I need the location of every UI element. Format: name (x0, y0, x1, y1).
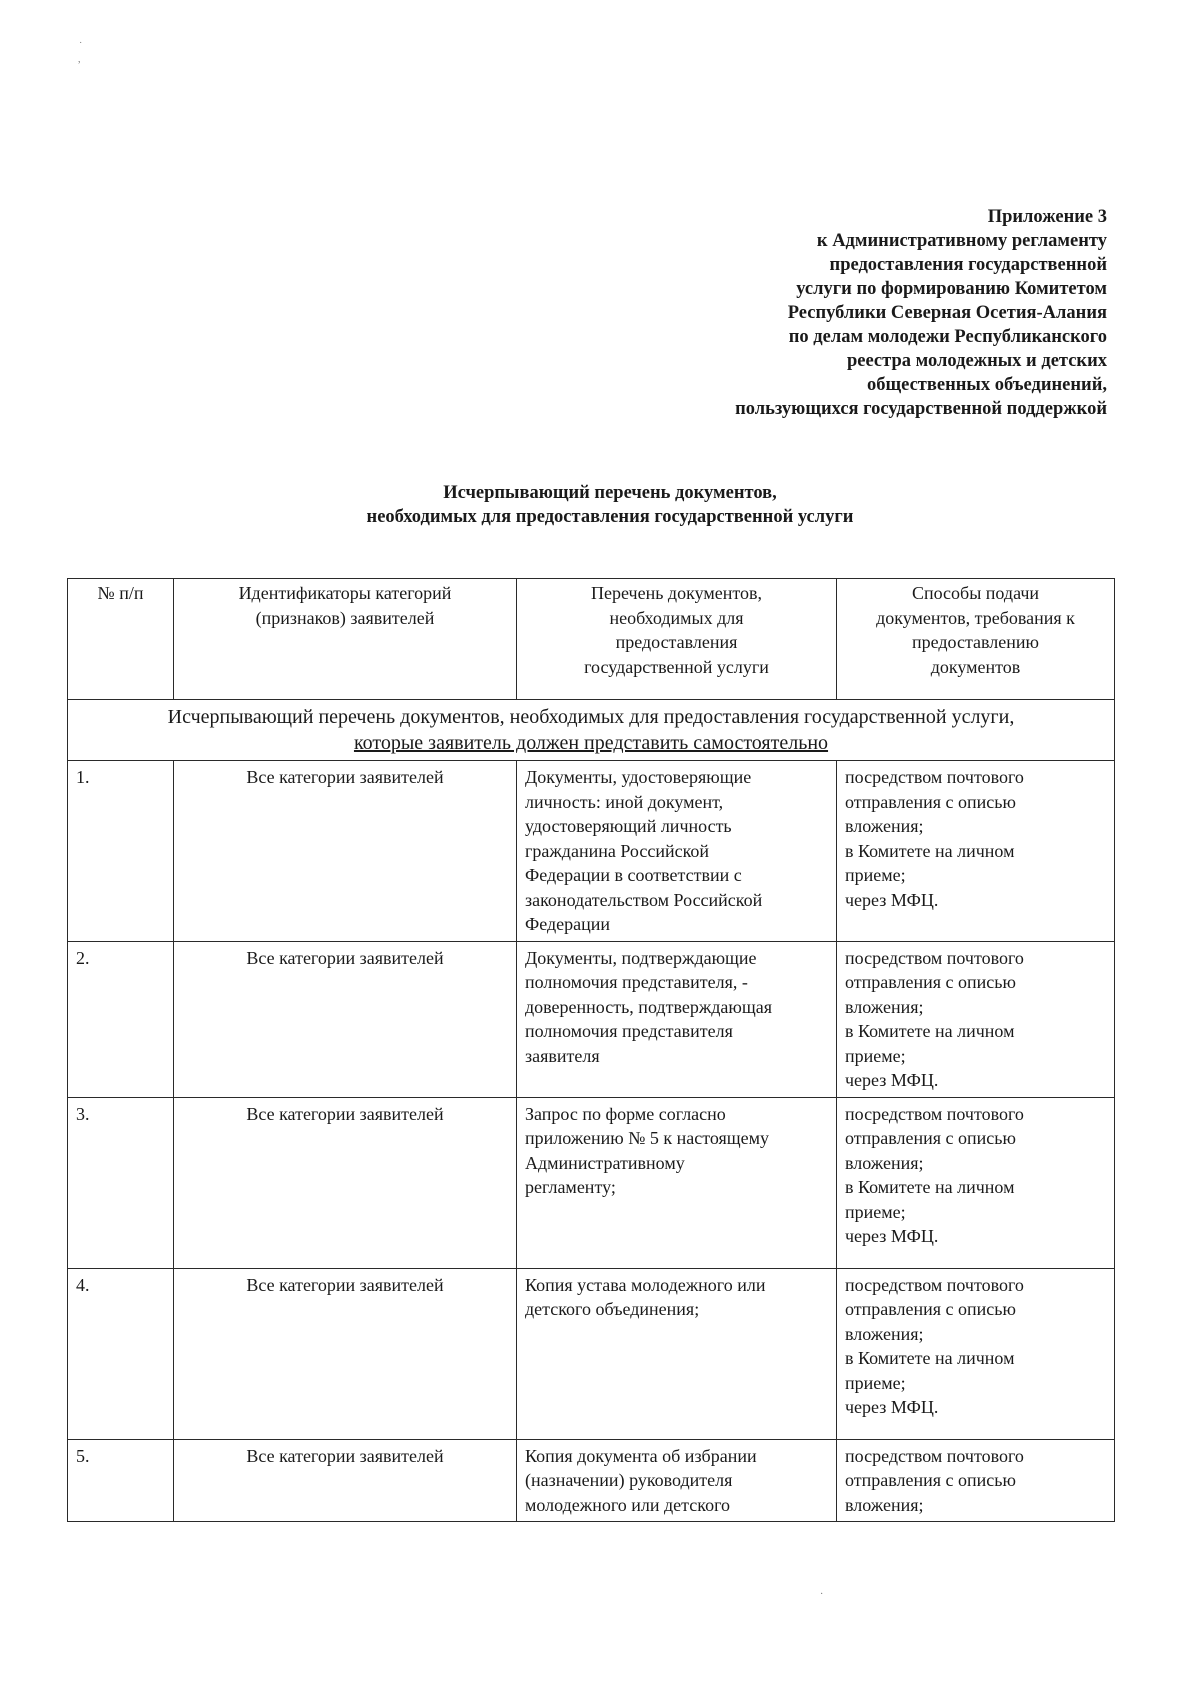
row-number: 4. (68, 1268, 174, 1439)
scan-artifact: · (820, 1589, 824, 1600)
table-header-row (68, 579, 1115, 700)
row-documents: Копия устава молодежного или детского объединения; (517, 1268, 837, 1439)
row-category: Все категории заявителей (174, 761, 517, 942)
row-methods: посредством почтового отправления с описью вложения; в Комитете на личном приеме; через МФЦ. (837, 1268, 1115, 1439)
row-methods: посредством почтового отправления с описью вложения; в Комитете на личном приеме; через МФЦ. (837, 941, 1115, 1097)
header-number: № п/п (68, 579, 174, 700)
row-category: Все категории заявителей (174, 1268, 517, 1439)
row-number: 5. (68, 1439, 174, 1522)
appendix-line: к Административному регламенту (816, 231, 1107, 251)
header-document-list: Перечень документов, необходимых для предоставления государственной услуги (517, 579, 837, 700)
appendix-line: Республики Северная Осетия-Алания (787, 303, 1107, 323)
scan-artifact: ˙ (79, 41, 83, 52)
row-methods: посредством почтового отправления с описью вложения; в Комитете на личном приеме; через МФЦ. (837, 1097, 1115, 1268)
table-row (68, 761, 1115, 942)
header-submission-methods: Способы подачи документов, требования к предоставлению документов (837, 579, 1115, 700)
scan-artifact: , (78, 54, 81, 65)
section-heading-line: которые заявитель должен представить самостоятельно (353, 732, 829, 754)
row-documents: Копия документа об избрании (назначении) руководителя молодежного или детского (517, 1439, 837, 1522)
row-category: Все категории заявителей (174, 1097, 517, 1268)
table-row (68, 1268, 1115, 1439)
section-heading-line: Исчерпывающий перечень документов, необходимых для предоставления государственной услуги, (167, 706, 1015, 728)
table-row (68, 1439, 1115, 1522)
document-title-line: необходимых для предоставления государственной услуги (366, 507, 854, 527)
table-row (68, 1097, 1115, 1268)
row-documents: Запрос по форме согласно приложению № 5 к настоящему Административному регламенту; (517, 1097, 837, 1268)
appendix-heading (735, 205, 1107, 421)
row-category: Все категории заявителей (174, 941, 517, 1097)
row-number: 2. (68, 941, 174, 1097)
appendix-line: по делам молодежи Республиканского (788, 327, 1107, 347)
header-applicant-categories: Идентификаторы категорий (признаков) заявителей (174, 579, 517, 700)
documents-table (67, 578, 1115, 1522)
table-section-row (68, 700, 1115, 761)
appendix-line: предоставления государственной (829, 255, 1107, 275)
row-methods: посредством почтового отправления с описью вложения; (837, 1439, 1115, 1522)
appendix-line: пользующихся государственной поддержкой (735, 399, 1107, 419)
appendix-line: услуги по формированию Комитетом (796, 279, 1107, 299)
row-category: Все категории заявителей (174, 1439, 517, 1522)
row-methods: посредством почтового отправления с описью вложения; в Комитете на личном приеме; через МФЦ. (837, 761, 1115, 942)
document-title-line: Исчерпывающий перечень документов, (443, 483, 777, 503)
row-number: 3. (68, 1097, 174, 1268)
table-row (68, 941, 1115, 1097)
appendix-line: реестра молодежных и детских (847, 351, 1107, 371)
document-title (0, 481, 1200, 529)
row-documents: Документы, подтверждающие полномочия представителя, - доверенность, подтверждающая полномочия представителя заявителя (517, 941, 837, 1097)
row-number: 1. (68, 761, 174, 942)
section-heading (68, 700, 1115, 761)
row-documents: Документы, удостоверяющие личность: иной документ, удостоверяющий личность гражданина Российской Федерации в соответствии с законодательством Российской Федерации (517, 761, 837, 942)
appendix-line: общественных объединений, (867, 375, 1107, 395)
appendix-line: Приложение 3 (987, 207, 1107, 227)
